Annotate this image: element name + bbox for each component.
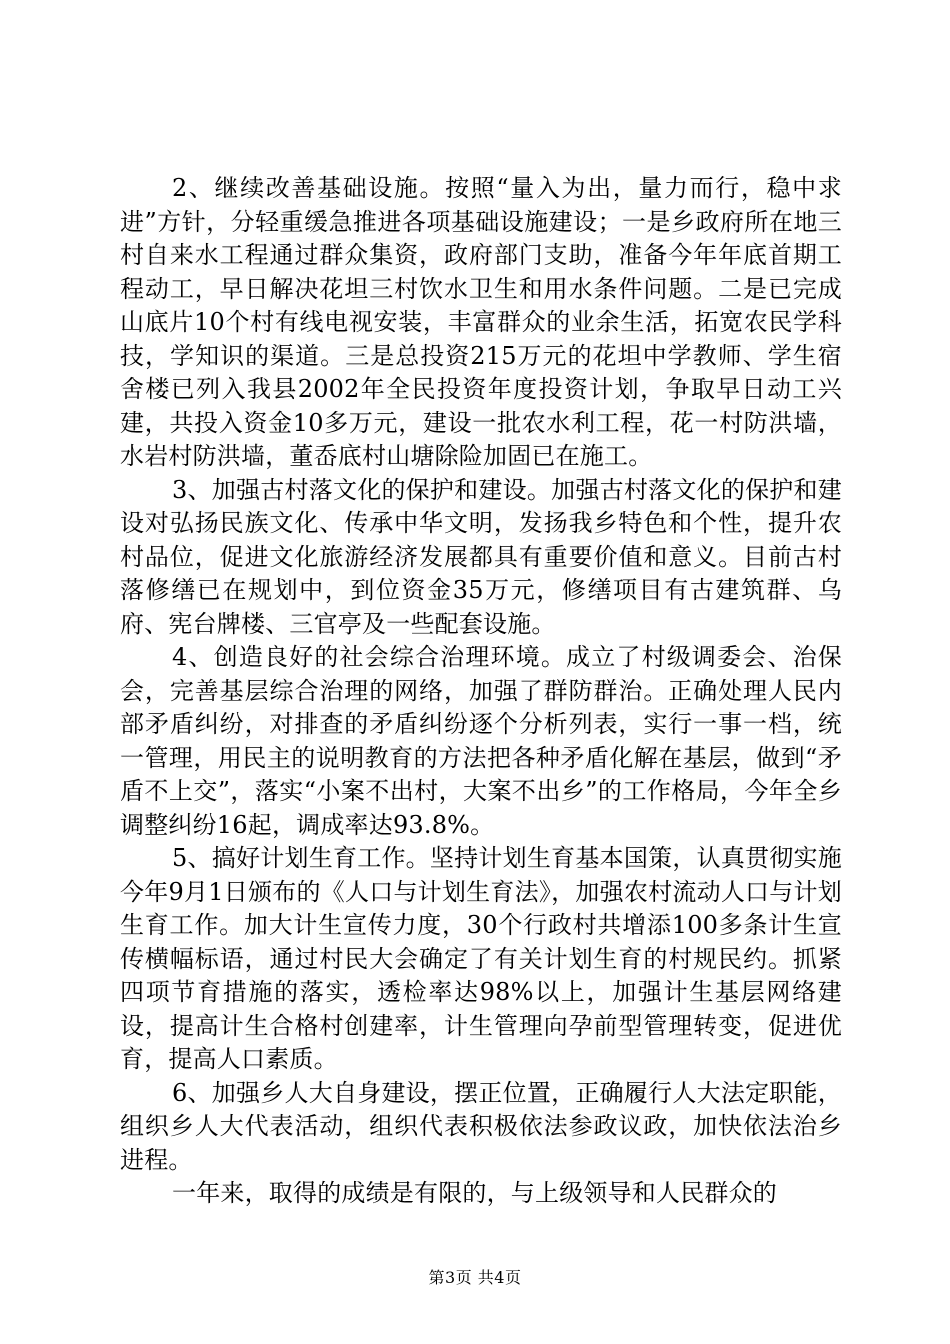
page-footer [0,1268,950,1288]
page-number: 第3页 共4页 [428,1268,522,1287]
paragraph-social-governance: 4、创造良好的社会综合治理环境。成立了村级调委会、治保会，完善基层综合治理的网络，加强了群防群治。正确处理人民内部矛盾纠纷，对排查的矛盾纠纷逐个分析列表，实行一事一档，统一管理，用民主的说明教育的方法把各种矛盾化解在基层，做到“矛盾不上交”，落实“小案不出村，大案不出乡”的工作格局，今年全乡调整纠纷16起，调成率达93.8%。 [120,643,842,839]
paragraph-ancient-village: 3、加强古村落文化的保护和建设。加强古村落文化的保护和建设对弘扬民族文化、传承中华文明，发扬我乡特色和个性，提升农村品位，促进文化旅游经济发展都具有重要价值和意义。目前古村落修缮已在规划中，到位资金35万元，修缮项目有古建筑群、乌府、宪台牌楼、三官亭及一些配套设施。 [120,475,842,638]
paragraph-infrastructure: 2、继续改善基础设施。按照“量入为出，量力而行，稳中求进”方针，分轻重缓急推进各项基础设施建设；一是乡政府所在地三村自来水工程通过群众集资，政府部门支助，准备今年年底首期工程动工，早日解决花坦三村饮水卫生和用水条件问题。二是已完成山底片10个村有线电视安装，丰富群众的业余生活，拓宽农民学科技，学知识的渠道。三是总投资215万元的花坦中学教师、学生宿舍楼已列入我县2002年全民投资年度投资计划，争取早日动工兴建，共投入资金10多万元，建设一批农水利工程，花一村防洪墙，水岩村防洪墙，董岙底村山塘除险加固已在施工。 [120,174,842,470]
paragraph-summary: 一年来，取得的成绩是有限的，与上级领导和人民群众的 [172,1179,777,1207]
paragraph-family-planning: 5、搞好计划生育工作。坚持计划生育基本国策，认真贯彻实施今年9月1日颁布的《人口与计划生育法》，加强农村流动人口与计划生育工作。加大计生宣传力度，30个行政村共增添100多条计生宣传横幅标语，通过村民大会确定了有关计划生育的村规民约。抓紧四项节育措施的落实，透检率达98%以上，加强计生基层网络建设，提高计生合格村创建率，计生管理向孕前型管理转变，促进优育，提高人口素质。 [120,844,842,1073]
document-body [120,172,842,1211]
paragraph-peoples-congress: 6、加强乡人大自身建设，摆正位置，正确履行人大法定职能，组织乡人大代表活动，组织代表积极依法参政议政，加快依法治乡进程。 [120,1078,842,1174]
